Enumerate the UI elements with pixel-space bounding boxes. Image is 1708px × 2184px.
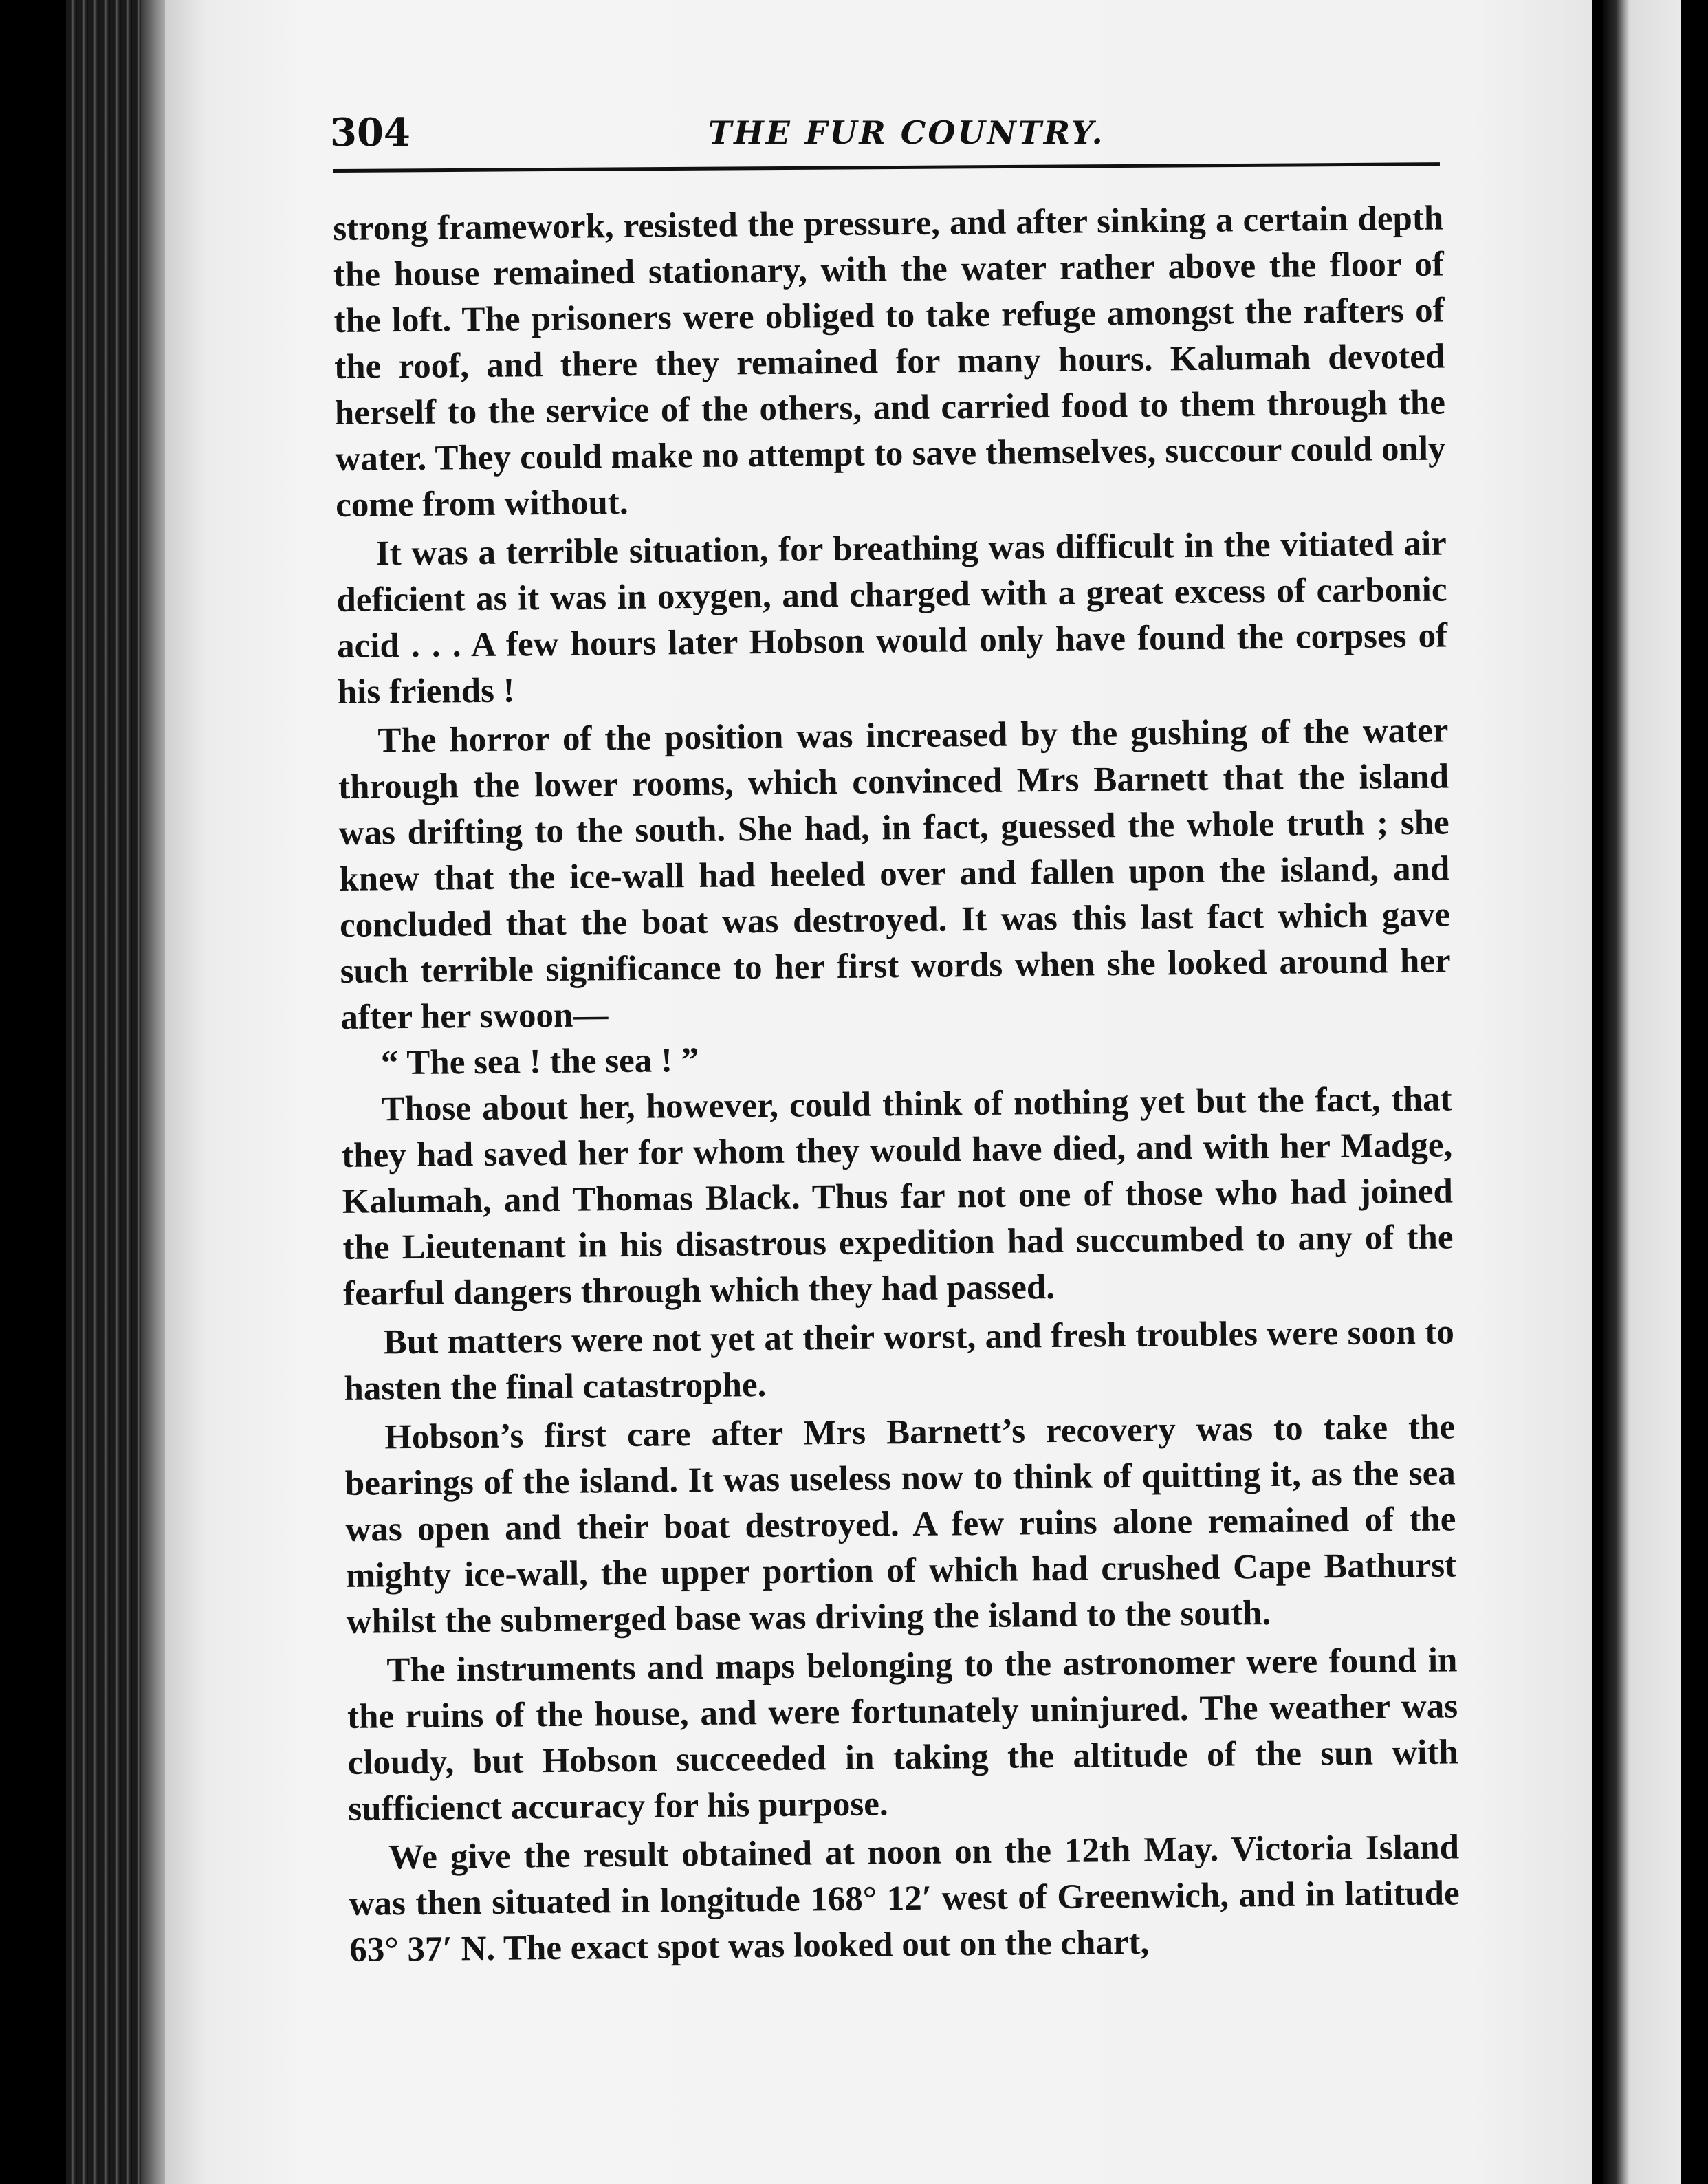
scan-border [1681, 0, 1708, 2184]
paragraph: The instruments and maps belonging to the astronomer were found in the ruins of the house, and were fortunately uninjured. The weather was cloudy, but Hobson succeeded in taking the altitude of the sun with sufficienct accuracy for his purpose. [347, 1641, 1458, 1828]
spine-shadow [141, 0, 168, 2184]
paragraph: We give the result obtained at noon on the 12th May. Victoria Island was then situated in longitude 168° 12′ west of Greenwich, and in latitude 63° 37′ N. The exact spot was looked out on the chart, [349, 1828, 1460, 1969]
paragraph: It was a terrible situation, for breathing was difficult in the vitiated air deficient as it was in oxygen, and charged with a great excess of carbonic acid . . . A few hours later Hobson would only have found the corpses of his friends ! [336, 524, 1448, 712]
paragraph: Those about her, however, could think of nothing yet but the fact, that they had saved her for whom they would have died, and with her Madge, Kalumah, and Thomas Black. Thus far not one of those who had joined the Lieutenant in his disastrous expedition had succumbed to any of the fearful dangers through which they had passed. [341, 1080, 1454, 1313]
paragraph: The horror of the position was increased by the gushing of the water through the lower rooms, which convinced Mrs Barnett that the island was drifting to the south. She had, in fact, guessed the whole truth ; she knew that the ice-wall had heeled over and fallen upon the island, and concluded that the boat was destroyed. It was this last fact which gave such terrible significance to her first words when she looked around her after her swoon— [338, 711, 1451, 1037]
paragraph: strong framework, resisted the pressure, and after sinking a certain depth the house remained stationary, with the water rather above the floor of the loft. The prisoners were obliged to take refuge amongst the rafters of the roof, and there they remained for many hours. Kalumah devoted herself to the service of the others, and carried food to them through the water. They could make no attempt to save themselves, succour could only come from without. [333, 199, 1446, 525]
paragraph: But matters were not yet at their worst, and fresh troubles were soon to hasten the final catastrophe. [344, 1313, 1455, 1408]
quotation: “ The sea ! the sea ! ” [380, 1040, 699, 1083]
body-text [333, 195, 1460, 1973]
running-head: THE FUR COUNTRY. [708, 114, 1105, 151]
page-number: 304 [330, 110, 410, 155]
paragraph: Hobson’s first care after Mrs Barnett’s recovery was to take the bearings of the island. It was useless now to think of quitting it, as the sea was open and their boat destroyed. A few ruins alone remained of the mighty ice-wall, the upper portion of which had crushed Cape Bathurst whilst the submerged base was driving the island to the south. [344, 1408, 1457, 1641]
